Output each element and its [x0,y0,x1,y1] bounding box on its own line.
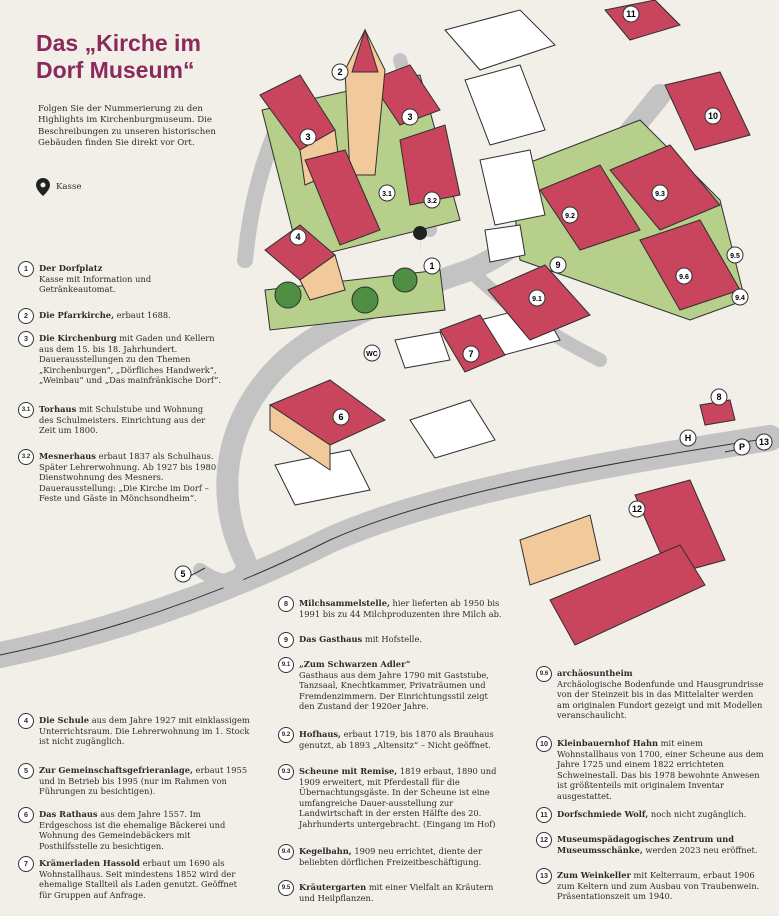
marker-9-6-label: 9.6 [679,274,689,281]
legend-name: Museumspädagogisches Zentrum und Museumsschänke, [557,834,735,855]
legend-item-12 [536,834,766,855]
legend-desc: mit Hofstelle. [364,634,423,644]
legend-desc: aus dem Jahre 1927 mit einklassigem Unterrichtsraum. Die Lehrerwohnung im 1. Stock ist nicht zugänglich. [39,715,250,747]
legend-desc: 1819 erbaut, 1890 und 1909 erweitert, mit Pferdestall für die Übernachtungsgäste. In der Scheune ist eine umfangreiche Dauer-ausstellung zur Landwirtschaft in der ersten Hälfte des 20. Jahrhunderts untergebracht. (Eingang im Hof) [299,766,497,829]
marker-9-3[interactable] [652,185,668,201]
marker-3b[interactable] [402,109,418,125]
marker-5-label: 5 [180,569,186,579]
legend-desc: Archäologische Bodenfunde und Hausgrundrisse von der Steinzeit bis in das Mittelalter werden am originalen Fundort gezeigt und mit Modellen veranschaulicht. [557,678,764,721]
marker-p-label: P [738,442,746,452]
legend-item-8 [278,598,504,619]
legend-name: Die Schule [39,715,90,725]
legend-desc: mit Schulstube und Wohnung des Schulmeisters. Einrichtung aus der Zeit um 1800. [39,404,206,436]
legend-num: 13 [536,868,552,884]
legend-num: 9.5 [278,880,294,896]
legend-item-3-2 [18,451,218,504]
legend-name: Mesnerhaus [39,451,96,461]
marker-3-2-label: 3.2 [427,198,437,205]
marker-12[interactable] [629,501,645,517]
marker-10-label: 10 [707,111,719,121]
legend-num: 5 [18,763,34,779]
marker-8-label: 8 [716,392,722,402]
marker-1[interactable] [424,258,440,274]
marker-13[interactable] [756,434,772,450]
legend-item-3 [18,333,230,386]
marker-p[interactable] [734,439,750,455]
legend-name: Kleinbauernhof Hahn [557,738,659,748]
legend-desc: aus dem Jahre 1557. Im Erdgeschoss ist die ehemalige Bäckerei und Wohnung des Gemeindebäckers mit Posthilfsstelle zu besichtigen. [39,809,226,851]
marker-9[interactable] [550,257,566,273]
legend-num: 3 [18,331,34,347]
marker-10[interactable] [705,108,721,124]
legend-name: Das Gasthaus [299,634,363,644]
marker-9-label: 9 [555,260,561,270]
legend-num: 11 [536,807,552,823]
legend-num: 9.1 [278,657,294,673]
marker-3-1-label: 3.1 [382,191,392,198]
legend-item-5 [18,765,250,797]
marker-8[interactable] [711,389,727,405]
legend-num: 9.2 [278,727,294,743]
legend-name: Krämerladen Hassold [39,858,140,868]
legend-desc: erbaut 1955 und in Betrieb bis 1995 (nur im Rahmen von Führungen zu besichtigen). [39,765,248,797]
legend-num: 6 [18,807,34,823]
marker-5[interactable] [175,566,191,582]
legend-num: 12 [536,832,552,848]
marker-9-4[interactable] [732,289,748,305]
legend-name: Das Rathaus [39,809,98,819]
marker-3a[interactable] [300,129,316,145]
marker-11[interactable] [623,6,639,22]
legend-num: 9.4 [278,844,294,860]
legend-num: 9.3 [278,764,294,780]
legend-name: Zum Weinkeller [557,870,631,880]
legend-num: 7 [18,856,34,872]
legend-desc: mit einer Vielfalt an Kräutern und Heilpflanzen. [299,882,494,903]
legend-name: Der Dorfplatz [39,263,103,273]
marker-11-label: 11 [626,9,636,19]
legend-num: 9.6 [536,666,552,682]
legend-item-9-2 [278,729,504,750]
legend-name: Kegelbahn, [299,846,352,856]
marker-9-2-label: 9.2 [565,213,575,220]
legend-num: 10 [536,736,552,752]
legend-name: Die Pfarrkirche, [39,310,114,320]
kasse-label: Kasse [56,182,82,192]
marker-3-1[interactable] [379,185,395,201]
location-pin-icon [36,178,50,196]
marker-9-6[interactable] [676,268,692,284]
legend-num: 8 [278,596,294,612]
marker-1-label: 1 [429,261,435,271]
legend-name: archäosuntheim [557,668,633,678]
marker-9-3-label: 9.3 [655,191,665,198]
legend-name: Hofhaus, [299,729,341,739]
legend-item-7 [18,858,250,900]
legend-desc: mit Kelterraum, erbaut 1906 zum Keltern und zum Ausbau von Traubenwein. Präsentationszeit um 1940. [557,870,760,902]
legend-name: Die Kirchenburg [39,333,117,343]
legend-name: Kräutergarten [299,882,367,892]
legend-item-9-5 [278,882,504,903]
marker-2-label: 2 [337,67,343,77]
page-title: Das „Kirche im Dorf Museum“ [36,30,201,83]
marker-h-label: H [684,433,692,443]
marker-9-1-label: 9.1 [532,296,542,303]
legend-item-9-4 [278,846,504,867]
legend-item-3-1 [18,404,218,436]
legend-item-10 [536,738,766,802]
marker-3b-label: 3 [407,112,413,122]
legend-name: Zur Gemeinschaftsgefrieranlage, [39,765,193,775]
legend-num: 1 [18,261,34,277]
legend-desc: hier lieferten ab 1950 bis 1991 bis zu 44 Milchproduzenten ihre Milch ab. [299,598,502,619]
legend-desc: erbaut 1719, bis 1870 als Brauhaus genutzt, ab 1893 „Altensitz“ – Nicht geöffnet. [299,729,494,750]
legend-desc: werden 2023 neu eröffnet. [645,844,758,855]
legend-num: 4 [18,713,34,729]
legend-item-1 [18,263,218,295]
marker-4[interactable] [290,229,306,245]
intro-text: Folgen Sie der Nummerierung zu den Highlights im Kirchenburgmuseum. Die Beschreibungen zu unseren historischen Gebäuden finden Sie direkt vor Ort. [38,104,216,149]
legend-item-2 [18,310,218,324]
kasse-legend [36,178,81,196]
marker-13-label: 13 [758,437,770,447]
kasse-pin-map [413,226,427,258]
marker-h[interactable] [680,430,696,446]
marker-7[interactable] [463,346,479,362]
legend-name: Scheune mit Remise, [299,766,398,776]
legend-item-9 [278,634,504,648]
legend-item-9-6 [536,668,766,721]
legend-desc: erbaut um 1690 als Wohnstallhaus. Seit mindestens 1852 wird der ehemalige Stallteil als Laden genutzt. Geöffnet für Gruppen auf Anfrage. [39,858,237,900]
marker-wc[interactable] [364,345,380,361]
legend-item-9-3 [278,766,504,830]
marker-4-label: 4 [295,232,301,242]
marker-12-label: 12 [631,504,643,514]
marker-3-2[interactable] [424,192,440,208]
legend-num: 9 [278,632,294,648]
marker-wc-label: WC [366,351,378,358]
legend-desc: erbaut 1837 als Schulhaus. Später Lehrerwohnung. Ab 1927 bis 1980 Dienstwohnung des Mesners. Dauerausstellung: „Die Kirche im Dorf – Feste und Gäste in Mönchsondheim“. [39,451,217,504]
marker-6-label: 6 [338,412,344,422]
legend-desc: Kasse mit Information und Getränkeautomat. [39,273,152,295]
legend-name: Milchsammelstelle, [299,598,390,608]
legend-name: Torhaus [39,404,77,414]
marker-6[interactable] [333,409,349,425]
legend-item-11 [536,809,766,823]
legend-desc: mit einem Wohnstallhaus von 1700, einer Scheune aus dem Jahre 1725 und einem 1822 errichteten Schweinestall. Das bis 1978 bewohnte Anwesen ist größtenteils mit originalem Inventar ausgestattet. [557,738,764,801]
legend-desc: Gasthaus aus dem Jahre 1790 mit Gaststube, Tanzsaal, Knechtkammer, Privaträumen und Fremdenzimmern. Der Einrichtungsstil zeigt den Zustand der 1920er Jahre. [299,669,489,712]
marker-7-label: 7 [468,349,474,359]
marker-9-1[interactable] [529,290,545,306]
legend-desc: 1909 neu errichtet, diente der beliebten dörflichen Freizeitbeschäftigung. [299,846,482,867]
marker-2[interactable] [332,64,348,80]
legend-desc: noch nicht zugänglich. [650,809,747,819]
legend-num: 2 [18,308,34,324]
legend-desc: erbaut 1688. [116,310,171,320]
marker-3a-label: 3 [305,132,311,142]
legend-item-6 [18,809,250,851]
marker-9-2[interactable] [562,207,578,223]
legend-item-9-1 [278,659,504,712]
legend-num: 3.1 [18,402,34,418]
legend-item-4 [18,715,250,747]
legend-name: Dorfschmiede Wolf, [557,809,649,819]
marker-9-4-label: 9.4 [735,295,745,302]
legend-num: 3.2 [18,449,34,465]
legend-desc: mit Gaden und Kellern aus dem 15. bis 18. Jahrhundert. Dauerausstellungen zu den Themen „Kirchenburgen“, „Dörfliches Handwerk“, „Weinbau“ und „Das mainfränkische Dorf“. [39,333,222,386]
legend-name: „Zum Schwarzen Adler“ [299,659,411,669]
legend-item-13 [536,870,766,902]
marker-9-5[interactable] [727,247,743,263]
marker-9-5-label: 9.5 [730,253,740,260]
